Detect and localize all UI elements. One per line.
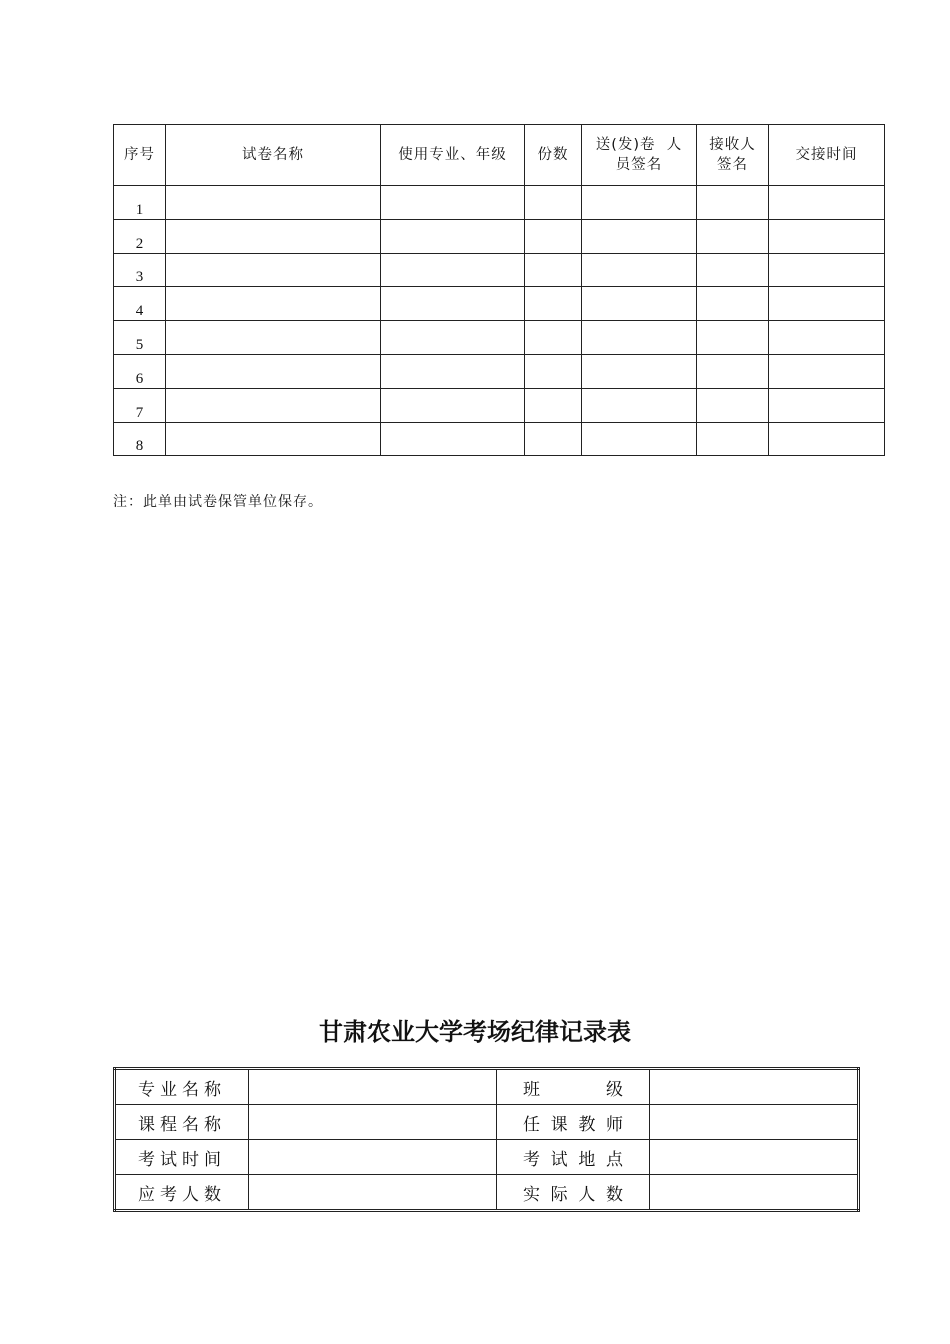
row-index: 4 [114, 287, 166, 321]
copies-cell[interactable] [525, 321, 582, 355]
receiver-signature-cell[interactable] [697, 219, 769, 253]
receiver-signature-cell[interactable] [697, 422, 769, 456]
actual-count-label-text: 实 际 人 数 [523, 1184, 623, 1205]
major-grade-cell[interactable] [381, 287, 525, 321]
receiver-signature-cell[interactable] [697, 354, 769, 388]
major-grade-cell[interactable] [381, 388, 525, 422]
table-row [114, 219, 885, 253]
header-copies: 份数 [525, 125, 582, 186]
handover-time-cell[interactable] [769, 354, 885, 388]
copies-cell[interactable] [525, 388, 582, 422]
row-index: 5 [114, 321, 166, 355]
exam-location-label-text: 考 试 地 点 [523, 1149, 623, 1170]
header-sender-line1: 送(发)卷 人 [595, 137, 683, 153]
receiver-signature-cell[interactable] [697, 388, 769, 422]
exam-location-field[interactable] [650, 1140, 859, 1175]
sender-signature-cell[interactable] [582, 287, 697, 321]
handover-time-cell[interactable] [769, 388, 885, 422]
header-receiver-signature [697, 125, 769, 186]
table-row [114, 287, 885, 321]
form-row [115, 1140, 859, 1175]
form-row [115, 1069, 859, 1105]
handover-time-cell[interactable] [769, 321, 885, 355]
exam-discipline-record-table [113, 1067, 860, 1212]
course-name-field[interactable] [249, 1105, 497, 1140]
handover-time-cell[interactable] [769, 186, 885, 220]
row-index: 7 [114, 388, 166, 422]
major-grade-cell[interactable] [381, 422, 525, 456]
table-header-row [114, 125, 885, 186]
teacher-label [497, 1105, 650, 1140]
header-sender-signature [582, 125, 697, 186]
header-paper-name: 试卷名称 [166, 125, 381, 186]
class-field[interactable] [650, 1069, 859, 1105]
paper-name-cell[interactable] [166, 422, 381, 456]
header-sender-line2: 员签名 [615, 157, 663, 173]
handover-time-cell[interactable] [769, 287, 885, 321]
expected-count-label: 应考人数 [115, 1175, 249, 1211]
handover-time-cell[interactable] [769, 422, 885, 456]
handover-time-cell[interactable] [769, 253, 885, 287]
table-row [114, 321, 885, 355]
copies-cell[interactable] [525, 219, 582, 253]
header-major-grade: 使用专业、年级 [381, 125, 525, 186]
table-row [114, 422, 885, 456]
major-name-label: 专业名称 [115, 1069, 249, 1105]
course-name-label: 课程名称 [115, 1105, 249, 1140]
copies-cell[interactable] [525, 186, 582, 220]
major-grade-cell[interactable] [381, 321, 525, 355]
row-index: 1 [114, 186, 166, 220]
storage-note: 注：此单由试卷保管单位保存。 [113, 494, 323, 510]
receiver-signature-cell[interactable] [697, 186, 769, 220]
paper-handover-table [113, 124, 885, 456]
header-handover-time: 交接时间 [769, 125, 885, 186]
sender-signature-cell[interactable] [582, 186, 697, 220]
sender-signature-cell[interactable] [582, 321, 697, 355]
paper-name-cell[interactable] [166, 219, 381, 253]
copies-cell[interactable] [525, 287, 582, 321]
major-grade-cell[interactable] [381, 354, 525, 388]
sender-signature-cell[interactable] [582, 354, 697, 388]
class-label [497, 1069, 650, 1105]
exam-location-label [497, 1140, 650, 1175]
copies-cell[interactable] [525, 253, 582, 287]
receiver-signature-cell[interactable] [697, 253, 769, 287]
header-index: 序号 [114, 125, 166, 186]
header-receiver-line2: 签名 [717, 157, 748, 173]
receiver-signature-cell[interactable] [697, 321, 769, 355]
paper-name-cell[interactable] [166, 287, 381, 321]
paper-name-cell[interactable] [166, 354, 381, 388]
form-row [115, 1105, 859, 1140]
table-row [114, 253, 885, 287]
sender-signature-cell[interactable] [582, 388, 697, 422]
row-index: 2 [114, 219, 166, 253]
paper-name-cell[interactable] [166, 321, 381, 355]
handover-time-cell[interactable] [769, 219, 885, 253]
sender-signature-cell[interactable] [582, 219, 697, 253]
exam-time-label: 考试时间 [115, 1140, 249, 1175]
copies-cell[interactable] [525, 422, 582, 456]
table-row [114, 388, 885, 422]
major-grade-cell[interactable] [381, 219, 525, 253]
major-grade-cell[interactable] [381, 186, 525, 220]
row-index: 8 [114, 422, 166, 456]
expected-count-field[interactable] [249, 1175, 497, 1211]
sender-signature-cell[interactable] [582, 422, 697, 456]
sender-signature-cell[interactable] [582, 253, 697, 287]
teacher-label-text: 任 课 教 师 [523, 1114, 623, 1135]
page-title: 甘肃农业大学考场纪律记录表 [319, 1017, 631, 1046]
header-receiver-line1: 接收人 [709, 137, 756, 153]
teacher-field[interactable] [650, 1105, 859, 1140]
actual-count-field[interactable] [650, 1175, 859, 1211]
paper-name-cell[interactable] [166, 253, 381, 287]
table-row [114, 186, 885, 220]
class-label-text: 班 级 [523, 1079, 623, 1100]
paper-name-cell[interactable] [166, 186, 381, 220]
form-row [115, 1175, 859, 1211]
copies-cell[interactable] [525, 354, 582, 388]
row-index: 6 [114, 354, 166, 388]
paper-name-cell[interactable] [166, 388, 381, 422]
major-name-field[interactable] [249, 1069, 497, 1105]
major-grade-cell[interactable] [381, 253, 525, 287]
row-index: 3 [114, 253, 166, 287]
table-row [114, 354, 885, 388]
receiver-signature-cell[interactable] [697, 287, 769, 321]
actual-count-label [497, 1175, 650, 1211]
exam-time-field[interactable] [249, 1140, 497, 1175]
